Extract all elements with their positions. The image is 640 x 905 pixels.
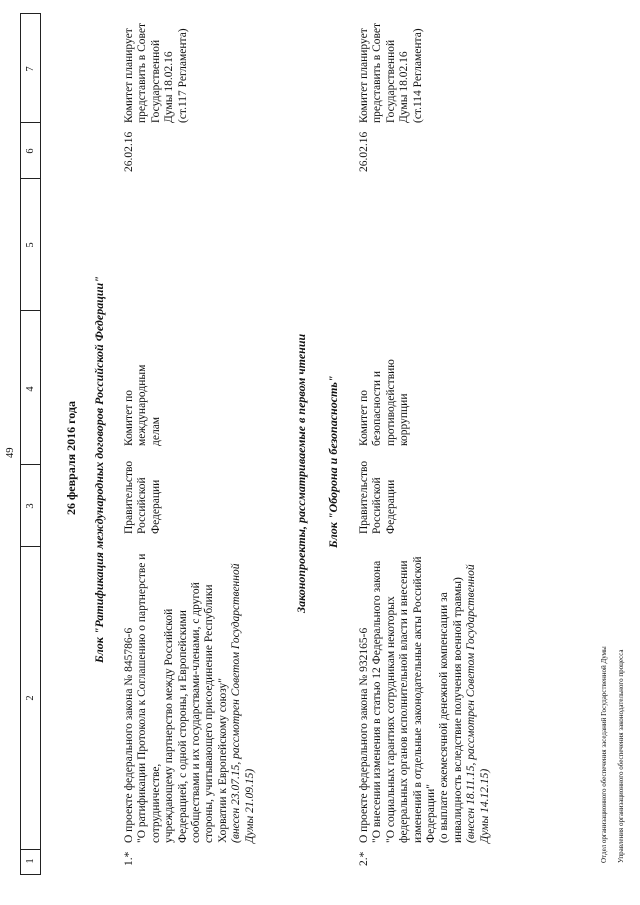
column-number-2: 2	[25, 695, 36, 701]
page-number: 49	[5, 447, 16, 458]
column-number-4: 4	[25, 386, 36, 392]
footer-line-1: Отдел организационного обеспечения заседаний Государственной Думы	[599, 646, 608, 863]
row-committee: Комитет по безопасности и противодействию коррупции	[358, 359, 411, 446]
row-title: О проекте федерального закона № 932165-6 "О внесении изменения в статью 12 Федерального закона "О социальных гарантиях сотрудникам некоторых федеральных органов исполнительной власти и внесении изменений в отдельные законодательные акты Российской Федерации" (о выплате ежемесячной денежной компенсации за инвалидность вследствие получения военной травмы)	[358, 556, 464, 843]
date-heading: 26 февраля 2016 года	[64, 401, 78, 515]
row-note: (внесен 23.07.15, рассмотрен Советом Государственной Думы 21.09.15)	[230, 563, 256, 843]
footer-line-2: Управления организационного обеспечения законодательного процесса	[616, 649, 625, 863]
section-heading: Законопроекты, рассматриваемые в первом чтении	[294, 333, 308, 613]
footer-note	[591, 563, 634, 863]
header-separator	[20, 464, 40, 465]
column-number-3: 3	[25, 503, 36, 509]
row-note: (внесен 18.11.15, рассмотрен Советом Государственной Думы 14.12.15)	[465, 564, 491, 843]
column-number-7: 7	[25, 66, 36, 72]
row-initiator: Правительство Российской Федерации	[358, 460, 397, 534]
row-status: Комитет планирует представить в Совет Государственной Думы 18.02.16 (ст.117 Регламента)	[123, 22, 189, 123]
row-number: 2.*	[358, 851, 370, 866]
header-bottom-line	[40, 13, 41, 875]
row-date: 26.02.16	[358, 131, 370, 172]
row-committee: Комитет по международным делам	[123, 364, 162, 446]
row-initiator: Правительство Российской Федерации	[123, 460, 162, 534]
header-separator	[20, 122, 40, 123]
header-separator	[20, 546, 40, 547]
column-number-1: 1	[25, 858, 36, 864]
header-separator	[20, 874, 40, 875]
header-separator	[20, 310, 40, 311]
row-title-cell	[123, 547, 257, 843]
block1-title: Блок "Ратификация международных договоров Российской Федерации"	[92, 276, 106, 663]
block2-title: Блок "Оборона и безопасность"	[326, 375, 340, 548]
column-number-6: 6	[25, 148, 36, 154]
row-date: 26.02.16	[123, 131, 135, 172]
header-separator	[20, 849, 40, 850]
row-title-cell	[358, 547, 492, 843]
header-top-line	[20, 13, 21, 875]
column-number-5: 5	[25, 242, 36, 248]
header-separator	[20, 178, 40, 179]
row-status: Комитет планирует представить в Совет Государственной Думы 18.02.16 (ст.114 Регламента)	[358, 22, 424, 123]
row-number: 1.*	[123, 851, 135, 866]
header-separator	[20, 13, 40, 14]
row-title: О проекте федерального закона № 845786-6 "О ратификации Протокола к Соглашению о партнерстве и сотрудничестве, учреждающему партнерство между Российской Федерацией, с одной стороны, и Европейскими сообществами и их государствами-членами, с другой стороны, учитывающего присоединение Республики Хорватии к Европейскому союзу"	[123, 553, 229, 843]
